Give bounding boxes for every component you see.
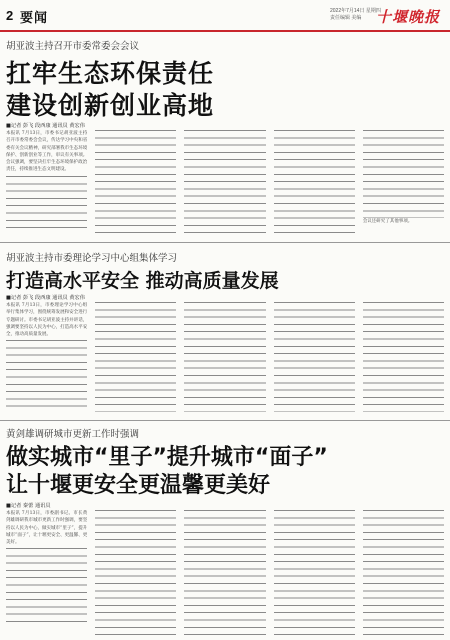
article-3-body [6, 510, 444, 636]
article-2-lead: 本报讯 7月13日，市委理论学习中心组举行集体学习，围绕统筹发展和安全进行专题研讨。市委书记胡亚波主持并讲话，强调要坚持以人民为中心，打造高水平安全，推动高质量发展。 [6, 303, 88, 338]
article-1-closing: 会议还研究了其他事项。 [362, 219, 413, 224]
article-2-col-1-lines [6, 340, 87, 410]
article-1-col-1-lines [6, 176, 87, 234]
article-separator-2 [0, 420, 450, 421]
article-1-body [6, 130, 444, 234]
article-2 [0, 246, 450, 416]
article-1-col-3 [184, 130, 265, 234]
issue-editors: 责任编辑 美编 [330, 15, 362, 21]
article-2-byline: ■记者 彭飞 段西康 通讯员 黄宏伟 [6, 295, 85, 301]
article-2-col-3 [184, 302, 265, 412]
page-section-label: 要闻 [20, 10, 49, 25]
article-1-headline-line2: 建设创新创业高地 [6, 91, 215, 120]
article-2-col-4 [274, 302, 355, 412]
article-3-col-4 [274, 510, 355, 636]
article-3-byline: ■记者 秦蕾 通讯员 [6, 503, 51, 509]
issue-date: 2022年7月14日 星期四 [330, 8, 381, 14]
article-3 [0, 424, 450, 640]
article-3-col-1 [6, 510, 87, 636]
article-2-kicker: 胡亚波主持市委理论学习中心组集体学习 [6, 253, 178, 264]
article-1-col-5 [363, 130, 444, 234]
article-2-body [6, 302, 444, 412]
article-3-col-5 [363, 510, 444, 636]
article-1-col-4 [274, 130, 355, 234]
page-number: 2 [6, 8, 14, 23]
article-1-byline: ■记者 彭飞 段西康 通讯员 黄宏伟 [6, 123, 85, 129]
article-1-col-1 [6, 130, 87, 234]
article-2-col-1 [6, 302, 87, 412]
article-3-col-1-lines [6, 548, 87, 628]
paper-logo: 十堰晚报 [375, 8, 440, 26]
article-3-lead: 本报讯 7月13日，市委副书记、市长黄剑雄调研我市城市更新工作时强调，要坚持以人民为中心，做实城市“里子”，提升城市“面子”，让十堰更安全、更温馨、更美好。 [6, 511, 88, 546]
article-separator-1 [0, 242, 450, 243]
article-1-col-5-lines [363, 130, 444, 218]
article-2-col-5 [363, 302, 444, 412]
article-2-col-2 [95, 302, 176, 412]
article-3-headline-line2: 让十堰更安全更温馨更美好 [6, 473, 271, 498]
article-1 [0, 34, 450, 239]
masthead [0, 0, 450, 34]
article-2-headline: 打造高水平安全 推动高质量发展 [6, 270, 279, 292]
article-1-lead: 本报讯 7月13日，市委书记胡亚波主持召开市委常委会会议，传达学习中央和省委有关会议精神，研究部署我市生态环境保护、创新创业等工作，审议有关事项。会议强调，要坚决扛牢生态环境保护政治责任，持续推进生态文明建设。 [6, 131, 88, 173]
article-1-kicker: 胡亚波主持召开市委常委会会议 [6, 41, 140, 52]
article-3-headline-line1: 做实城市“里子”提升城市“面子” [6, 445, 328, 470]
masthead-rule [0, 30, 450, 32]
article-3-col-2 [95, 510, 176, 636]
article-3-kicker: 黄剑雄调研城市更新工作时强调 [6, 429, 140, 440]
article-1-col-2 [95, 130, 176, 234]
article-3-col-3 [184, 510, 265, 636]
article-1-headline-line1: 扛牢生态环保责任 [6, 59, 215, 88]
